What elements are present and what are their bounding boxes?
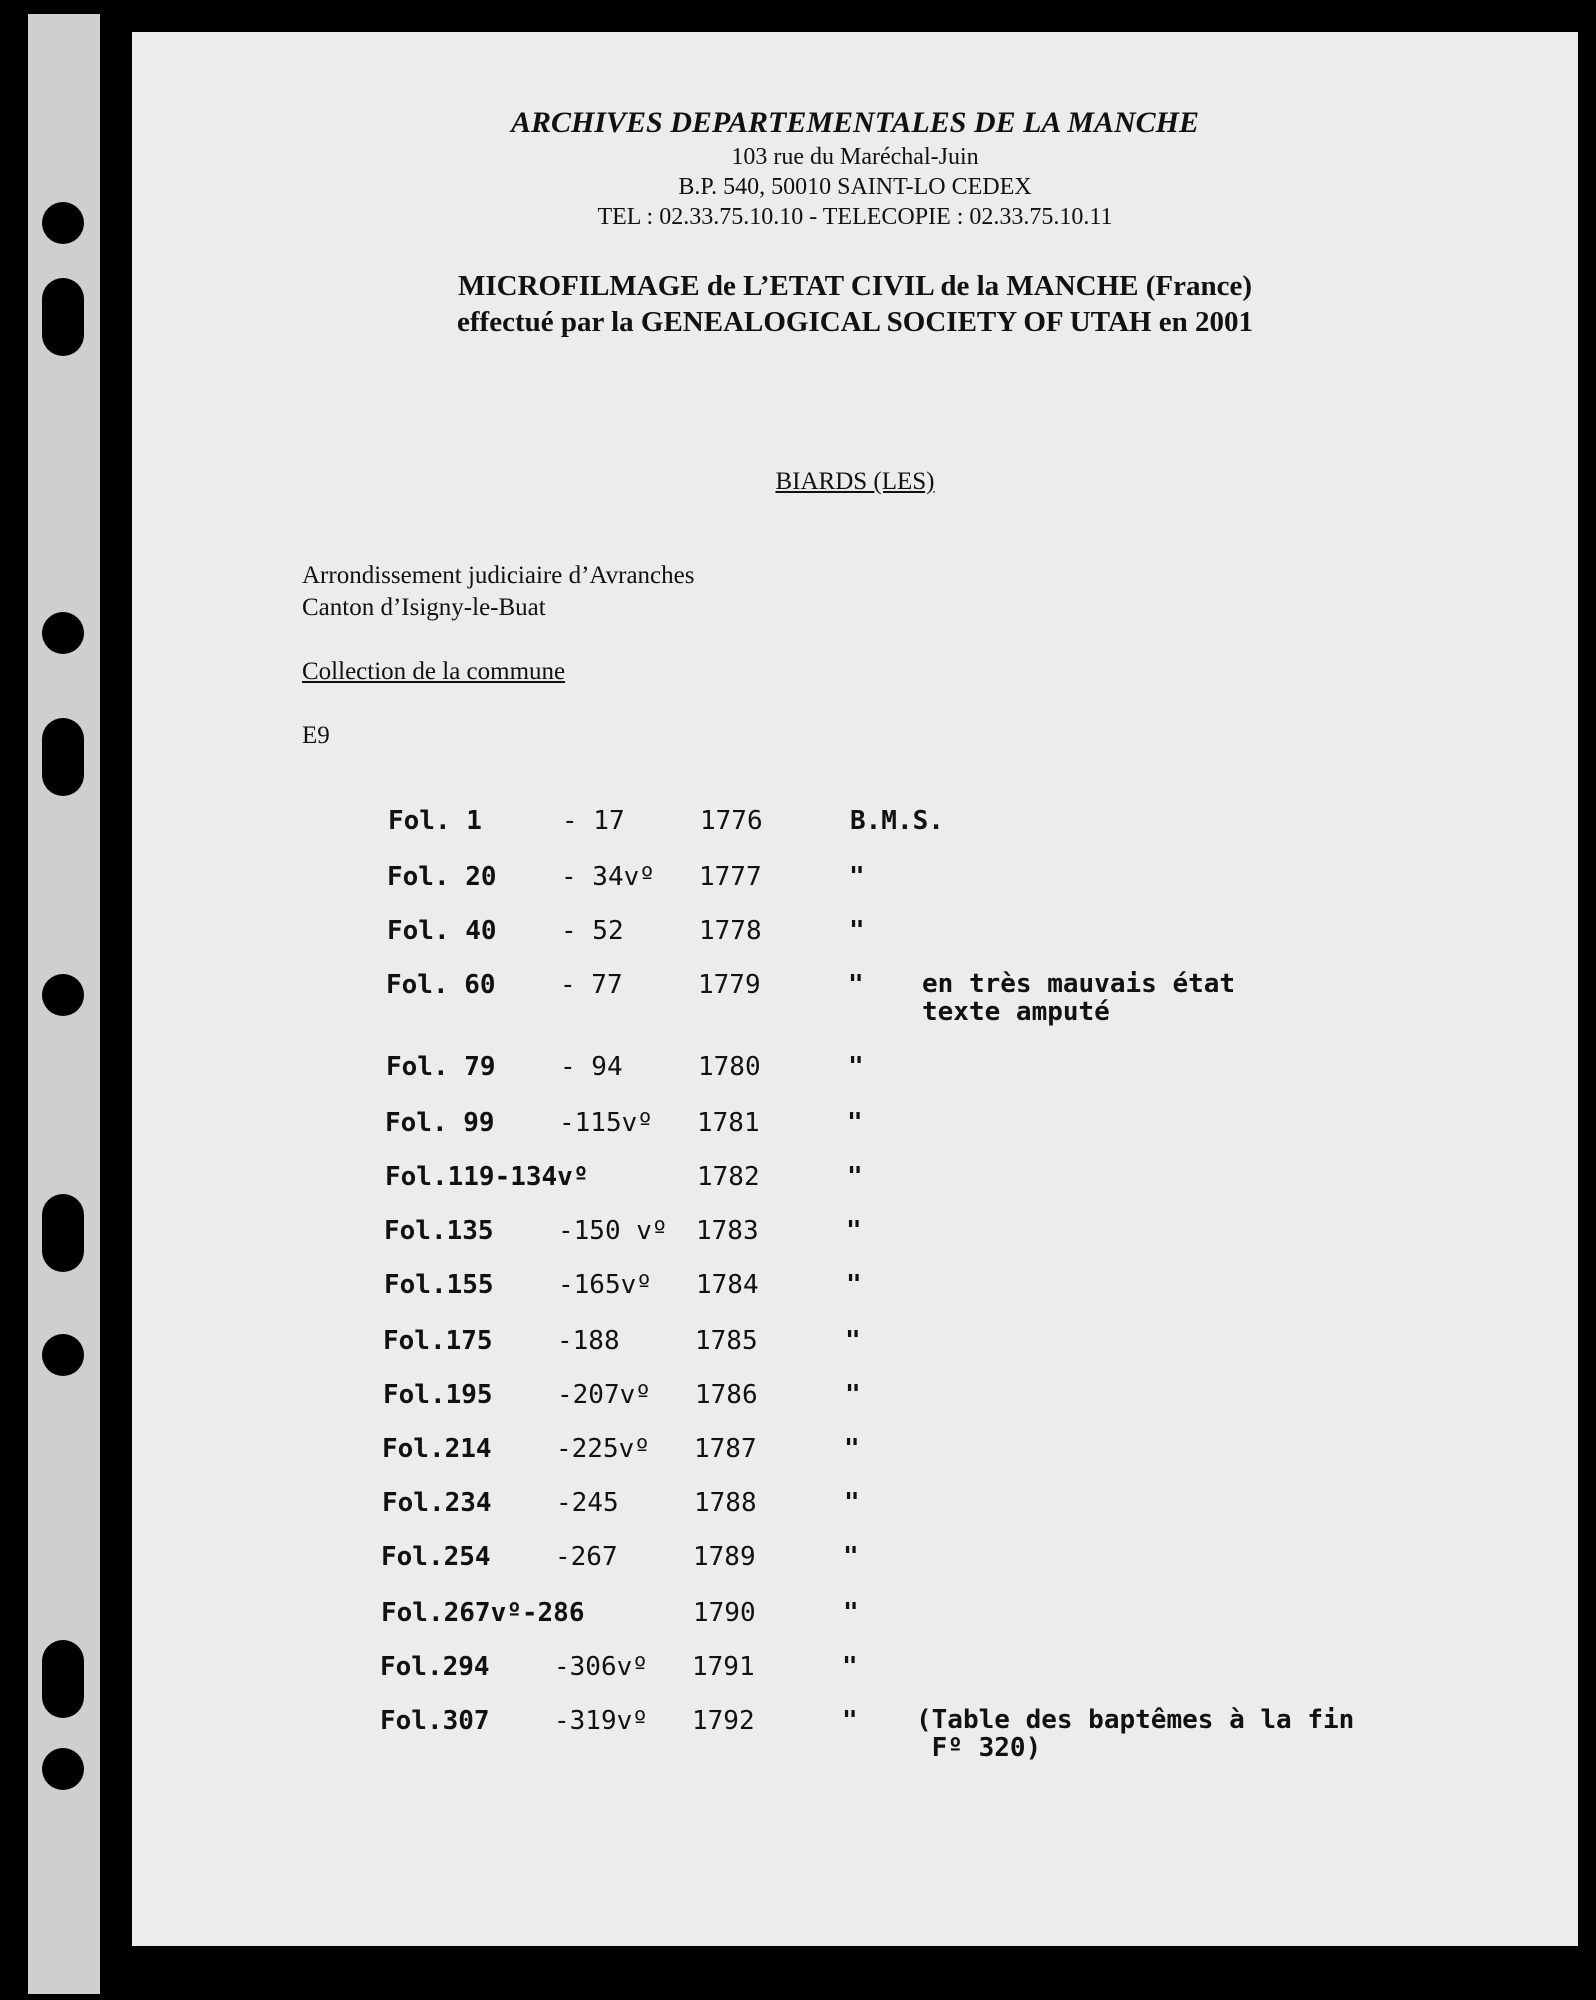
folio-end: -306vº (554, 1652, 648, 1682)
record-year: 1786 (695, 1380, 758, 1410)
folio-start: Fol.155 (384, 1270, 494, 1300)
record-year: 1792 (692, 1706, 755, 1736)
punch-hole (42, 718, 84, 796)
record-type: " (843, 1542, 859, 1572)
folio-start: Fol.119-134vº (385, 1162, 589, 1192)
folio-end: - 52 (561, 916, 624, 946)
folio-end: -225vº (556, 1434, 650, 1464)
record-row (132, 969, 1578, 1027)
record-row (132, 1216, 1578, 1256)
folio-start: Fol.254 (381, 1542, 491, 1572)
record-year: 1790 (693, 1598, 756, 1628)
record-year: 1785 (695, 1326, 758, 1356)
folio-end: -115vº (559, 1108, 653, 1138)
folio-start: Fol.135 (384, 1216, 494, 1246)
record-row (132, 1434, 1578, 1474)
record-row (132, 1326, 1578, 1366)
address-line-2: B.P. 540, 50010 SAINT-LO CEDEX (678, 174, 1032, 200)
folio-start: Fol.267vº-286 (381, 1598, 585, 1628)
record-type: B.M.S. (850, 806, 944, 836)
document-page (132, 32, 1578, 1946)
heading-line-2: effectué par la GENEALOGICAL SOCIETY OF UTAH en 2001 (457, 306, 1253, 338)
folio-end: -150 vº (558, 1216, 668, 1246)
record-note: (Table des baptêmes à la fin Fº 320) (916, 1705, 1355, 1763)
archive-title: ARCHIVES DEPARTEMENTALES DE LA MANCHE (511, 106, 1199, 139)
record-year: 1791 (692, 1652, 755, 1682)
record-type: " (846, 1270, 862, 1300)
record-type: " (848, 1052, 864, 1082)
address-line-1: 103 rue du Maréchal-Juin (731, 144, 979, 170)
punch-hole (42, 612, 84, 654)
punch-hole (42, 1748, 84, 1790)
record-row (132, 806, 1578, 846)
folio-start: Fol. 20 (387, 862, 497, 892)
punch-hole (42, 278, 84, 356)
record-row (132, 1488, 1578, 1528)
record-type: " (842, 1706, 858, 1736)
contact-line: TEL : 02.33.75.10.10 - TELECOPIE : 02.33.75.10.11 (597, 204, 1113, 230)
folio-end: -207vº (557, 1380, 651, 1410)
record-row (132, 1705, 1578, 1763)
folio-end: -245 (556, 1488, 619, 1518)
record-row (132, 1598, 1578, 1638)
folio-start: Fol. 60 (386, 970, 496, 1000)
folio-start: Fol.294 (380, 1652, 490, 1682)
folio-start: Fol.307 (380, 1706, 490, 1736)
record-type: " (844, 1434, 860, 1464)
record-year: 1783 (696, 1216, 759, 1246)
record-year: 1779 (698, 970, 761, 1000)
record-type: " (847, 1108, 863, 1138)
record-year: 1788 (694, 1488, 757, 1518)
folio-end: -165vº (558, 1270, 652, 1300)
record-year: 1780 (698, 1052, 761, 1082)
record-row (132, 1652, 1578, 1692)
record-row (132, 916, 1578, 956)
folio-end: - 34vº (561, 862, 655, 892)
punch-hole (42, 1334, 84, 1376)
heading-line-1: MICROFILMAGE de L’ETAT CIVIL de la MANCHE (France) (457, 270, 1253, 302)
folio-end: - 17 (562, 806, 625, 836)
folio-end: - 77 (560, 970, 623, 1000)
record-type: " (843, 1598, 859, 1628)
record-row (132, 1162, 1578, 1202)
record-row (132, 862, 1578, 902)
record-year: 1782 (697, 1162, 760, 1192)
punch-hole (42, 974, 84, 1016)
folio-start: Fol.214 (382, 1434, 492, 1464)
record-year: 1784 (696, 1270, 759, 1300)
arrondissement: Arrondissement judiciaire d’Avranches (302, 562, 695, 589)
folio-start: Fol.234 (382, 1488, 492, 1518)
folio-end: - 94 (560, 1052, 623, 1082)
record-row (132, 1052, 1578, 1092)
folio-end: -319vº (554, 1706, 648, 1736)
record-type: " (842, 1652, 858, 1682)
folio-start: Fol.195 (383, 1380, 493, 1410)
folio-start: Fol. 40 (387, 916, 497, 946)
folio-end: -188 (557, 1326, 620, 1356)
commune-name: BIARDS (LES) (775, 468, 935, 495)
record-year: 1781 (697, 1108, 760, 1138)
record-row (132, 1270, 1578, 1310)
folio-start: Fol.175 (383, 1326, 493, 1356)
record-type: " (849, 862, 865, 892)
folio-start: Fol. 79 (386, 1052, 496, 1082)
record-row (132, 1380, 1578, 1420)
punch-hole (42, 202, 84, 244)
record-type: " (844, 1488, 860, 1518)
record-year: 1789 (693, 1542, 756, 1572)
record-type: " (845, 1380, 861, 1410)
record-row (132, 1108, 1578, 1148)
folio-start: Fol. 1 (388, 806, 482, 836)
record-year: 1778 (699, 916, 762, 946)
record-type: " (847, 1162, 863, 1192)
record-type: " (848, 970, 864, 1000)
canton: Canton d’Isigny-le-Buat (302, 594, 546, 621)
record-year: 1776 (700, 806, 763, 836)
records-list (132, 32, 1578, 1946)
record-year: 1777 (699, 862, 762, 892)
record-type: " (849, 916, 865, 946)
record-type: " (846, 1216, 862, 1246)
record-type: " (845, 1326, 861, 1356)
record-row (132, 1542, 1578, 1582)
collection-label: Collection de la commune (302, 658, 566, 685)
record-note: en très mauvais état texte amputé (922, 969, 1236, 1027)
folio-start: Fol. 99 (385, 1108, 495, 1138)
folio-end: -267 (555, 1542, 618, 1572)
record-year: 1787 (694, 1434, 757, 1464)
reference-code: E9 (302, 722, 330, 749)
punch-hole (42, 1640, 84, 1718)
punch-hole (42, 1194, 84, 1272)
